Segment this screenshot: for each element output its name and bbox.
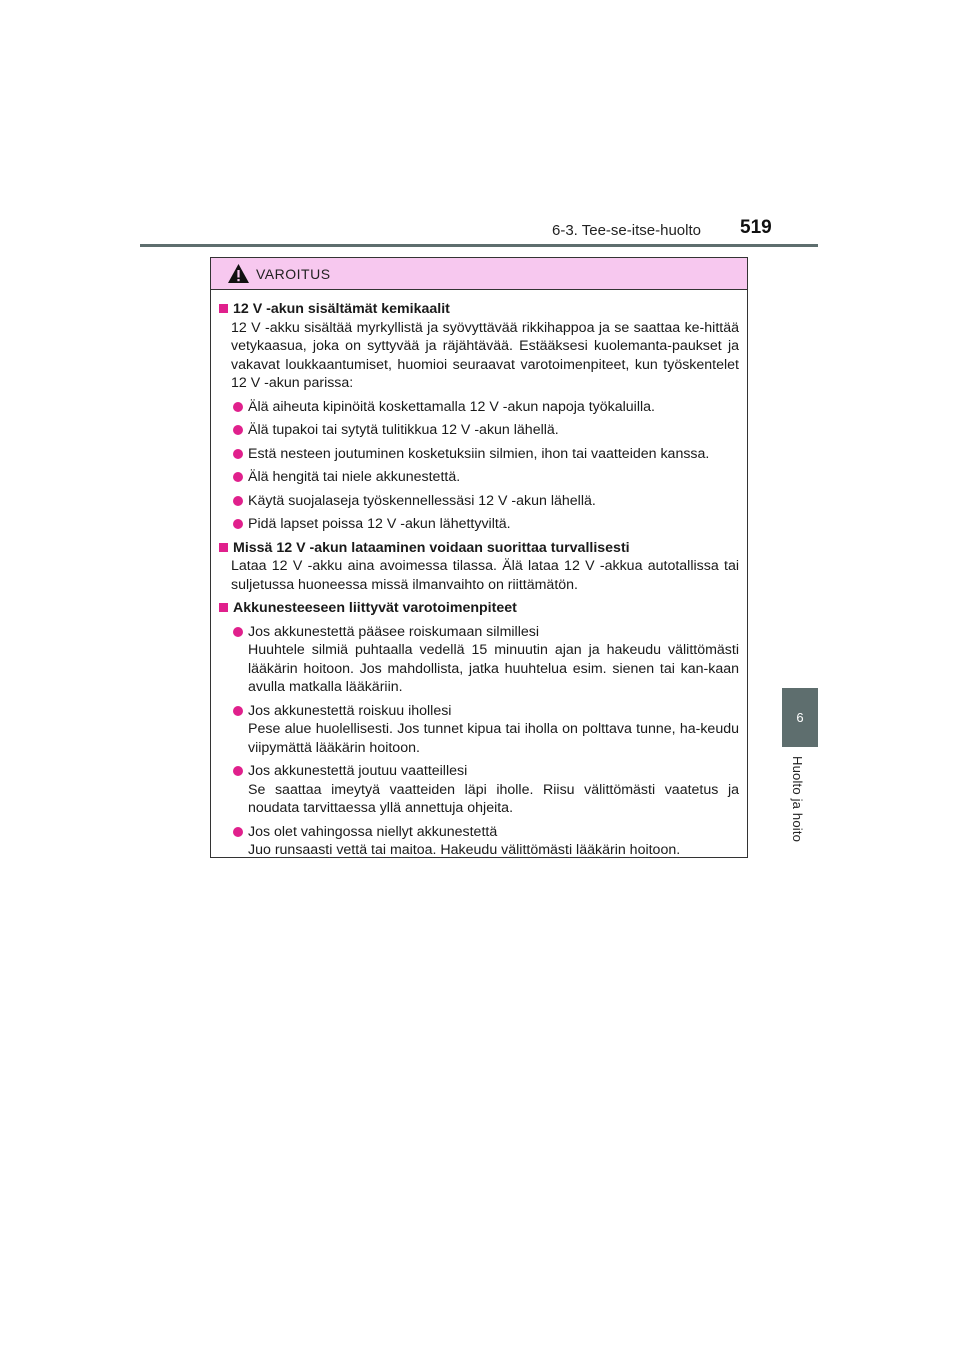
list-item: Jos akkunestettä pääsee roiskumaan silmillesi Huuhtele silmiä puhtaalla vedellä 15 minuutin ajan ja hakeudu välittömästi lääkärin hoitoon. Jos mahdollista, jatka huuhtelua esim. sienen tai kan-kaan avulla matkalla lääkäriin. [231, 623, 739, 697]
square-bullet-icon [219, 304, 228, 313]
warning-title: VAROITUS [256, 265, 331, 282]
bullet-dot-icon [233, 496, 243, 506]
section-heading: 12 V -akun sisältämät kemikaalit [219, 300, 739, 319]
warning-triangle-icon [227, 263, 250, 284]
list-item: Älä aiheuta kipinöitä koskettamalla 12 V -akun napoja työkaluilla. [231, 398, 739, 417]
section-text: 12 V -akku sisältää myrkyllistä ja syövyttävää rikkihappoa ja se saattaa ke-hittää vetykaasua, joka on syttyvää ja räjähtävää. Estääksesi kuolemanta-paukset ja vakavat loukkaantumiset, huomioi seuraavat varotoimenpiteet, kun työskentelet 12 V -akun parissa: [231, 319, 739, 391]
list-item: Älä tupakoi tai sytytä tulitikkua 12 V -akun lähellä. [231, 421, 739, 440]
chapter-tab[interactable]: 6 [782, 688, 818, 747]
header-divider [140, 244, 818, 247]
bullet-dot-icon [233, 706, 243, 716]
list-item: Jos akkunestettä joutuu vaatteillesi Se saattaa imeytyä vaatteiden läpi iholle. Riisu välittömästi vaatetus ja noudata tarvittaessa yllä annettuja ohjeita. [231, 762, 739, 818]
bullet-dot-icon [233, 425, 243, 435]
warning-header [211, 258, 747, 290]
bullet-dot-icon [233, 472, 243, 482]
bullet-dot-icon [233, 519, 243, 529]
list-item: Älä hengitä tai niele akkunestettä. [231, 468, 739, 487]
section-title: 6-3. Tee-se-itse-huolto [552, 222, 701, 239]
list-item: Estä nesteen joutuminen kosketuksiin silmien, ihon tai vaatteiden kanssa. [231, 445, 739, 464]
square-bullet-icon [219, 603, 228, 612]
section-heading: Missä 12 V -akun lataaminen voidaan suorittaa turvallisesti [219, 539, 739, 558]
warning-body [211, 290, 747, 860]
square-bullet-icon [219, 543, 228, 552]
bullet-dot-icon [233, 402, 243, 412]
bullet-dot-icon [233, 627, 243, 637]
bullet-dot-icon [233, 766, 243, 776]
section-text: Lataa 12 V -akku aina avoimessa tilassa. Älä lataa 12 V -akkua autotallissa tai suljetussa huoneessa missä ilmanvaihto on riittämätön. [231, 558, 739, 593]
list-item: Pidä lapset poissa 12 V -akun lähettyviltä. [231, 515, 739, 534]
bullet-dot-icon [233, 449, 243, 459]
list-item: Käytä suojalaseja työskennellessäsi 12 V -akun lähellä. [231, 492, 739, 511]
chapter-label: Huolto ja hoito [790, 756, 805, 843]
list-item: Jos akkunestettä roiskuu ihollesi Pese alue huolellisesti. Jos tunnet kipua tai iholla on polttava tunne, ha-keudu viipymättä lääkärin hoitoon. [231, 702, 739, 758]
list-item: Jos olet vahingossa niellyt akkunestettä Juo runsaasti vettä tai maitoa. Hakeudu välittömästi lääkärin hoitoon. [231, 823, 739, 860]
page-number: 519 [740, 217, 772, 238]
bullet-dot-icon [233, 827, 243, 837]
warning-box [210, 257, 748, 858]
section-heading: Akkunesteeseen liittyvät varotoimenpiteet [219, 599, 739, 618]
